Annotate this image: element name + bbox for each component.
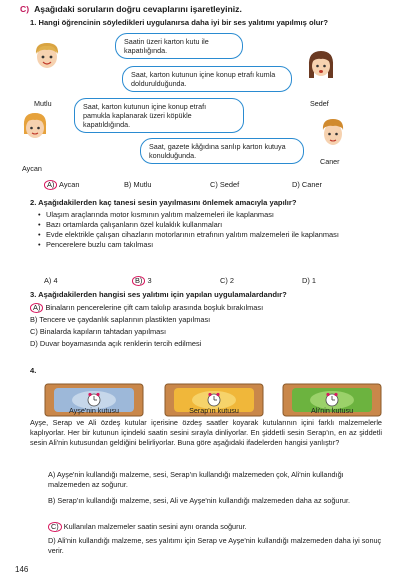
q4-option-c-text: Kullanılan malzemeler saatin sesini aynı oranda soğurur.	[63, 522, 247, 531]
q2-option-d-letter: D)	[302, 276, 310, 285]
q3-option-d-text: Duvar boyamasında açık renklerin tercih edilmesi	[39, 339, 202, 348]
q4-option-d-letter: D)	[48, 536, 56, 545]
q1-option-b[interactable]	[124, 180, 152, 190]
bubble-mutlu: Saatin üzeri karton kutu ile kapatılığında.	[115, 33, 243, 59]
section-heading	[20, 4, 242, 15]
q1-option-a[interactable]	[44, 180, 79, 190]
mutlu-avatar	[32, 40, 62, 74]
sedef-avatar	[306, 48, 336, 82]
q1-option-b-letter: B)	[124, 180, 132, 189]
q4-option-d-text: Ali'nin kullandığı malzeme, ses yalıtımı için Serap ve Ayşe'nin kullandığı malzemeden daha iyi sonuç verir.	[48, 536, 382, 555]
q1-option-c-text: Sedef	[219, 180, 240, 189]
q2-bullet-1: • Ulaşım araçlarında motor kısmının yalıtım malzemeleri ile kaplanması	[38, 210, 383, 220]
bubble-caner: Saat, gazete kâğıdına sarılıp karton kutuya konulduğunda.	[140, 138, 304, 164]
q2-option-a-letter: A)	[44, 276, 52, 285]
q3-option-a[interactable]	[30, 303, 263, 313]
q1-option-d-letter: D)	[292, 180, 300, 189]
bubble-aycan: Saat, karton kutunun içine konup etrafı pamukla kaplanarak üzeri köpükle kapatıldığında.	[74, 98, 244, 133]
q2-option-c-letter: C)	[220, 276, 228, 285]
q4-option-b-text: Serap'ın kullandığı malzeme, sesi, Ali ve Ayşe'nin kullandığı malzemeden daha az soğurur.	[57, 496, 350, 505]
q1-option-d-text: Caner	[301, 180, 323, 189]
question-4-paragraph: Ayşe, Serap ve Ali özdeş kutular içerisine özdeş saatler koyarak kutularının içini farklı malzemelerle kaplıyorlar. Her bir kutunun içindeki saatin sesini sırayla dinliyorlar. En şiddetli sesin Serap'ın, en az şiddetli sesin Ali'nin kutusundan geldiğini belirliyorlar. Buna göre aşağıdaki ifadelerden hangisi yanlıştır?	[30, 418, 382, 447]
question-1-number: 1.	[30, 18, 37, 27]
q2-bullet-3: • Evde elektrikle çalışan cihazların motorlarının etrafının yalıtım malzemeleri ile kaplanması	[38, 230, 383, 240]
q4-option-a[interactable]	[48, 470, 384, 490]
q3-option-c-text: Binalarda kapıların tahtadan yapılması	[39, 327, 167, 336]
question-1-text: Hangi öğrencinin söyledikleri uygulanırsa daha iyi bir ses yalıtımı yapılmış olur?	[38, 18, 328, 27]
section-title: Aşağıdaki soruların doğru cevaplarını işaretleyiniz.	[34, 4, 242, 14]
name-caner: Caner	[320, 157, 340, 166]
question-2	[30, 198, 297, 208]
q2-option-a[interactable]	[44, 276, 58, 286]
q2-option-d[interactable]	[302, 276, 316, 286]
aycan-avatar	[20, 110, 50, 144]
q2-bullet-4: • Pencerelere buzlu cam takılması	[38, 240, 383, 250]
question-4-number: 4.	[30, 366, 37, 375]
name-sedef: Sedef	[310, 99, 329, 108]
bubble-sedef: Saat, karton kutunun içine konup etrafı kumla doldurulduğunda.	[122, 66, 292, 92]
q1-option-d[interactable]	[292, 180, 322, 190]
caption-ayse: Ayşe'nin kutusu	[69, 406, 119, 415]
name-mutlu: Mutlu	[34, 99, 52, 108]
q4-option-a-letter: A)	[48, 470, 56, 479]
q2-option-b[interactable]	[132, 276, 152, 286]
q2-option-d-text: 1	[311, 276, 316, 285]
question-1	[30, 18, 328, 28]
q2-option-b-letter: B)	[132, 276, 145, 286]
question-3-text: Aşağıdakilerden hangisi ses yalıtımı için yapılan uygulamalardandır?	[38, 290, 287, 299]
q4-option-c-letter: C)	[48, 522, 62, 532]
caner-avatar	[318, 116, 348, 150]
question-3-number: 3.	[30, 290, 37, 299]
q4-option-c[interactable]	[48, 522, 384, 532]
question-3	[30, 290, 287, 300]
question-2-text: Aşağıdakilerden kaç tanesi sesin yayılmasını önlemek amacıyla yapılır?	[38, 198, 297, 207]
q3-option-d[interactable]	[30, 339, 201, 349]
q3-option-c-letter: C)	[30, 327, 38, 336]
q2-option-b-text: 3	[147, 276, 152, 285]
name-aycan: Aycan	[22, 164, 42, 173]
q3-option-d-letter: D)	[30, 339, 38, 348]
q3-option-b[interactable]	[30, 315, 210, 325]
caption-serap: Serap'ın kutusu	[189, 406, 239, 415]
q4-option-a-text: Ayşe'nin kullandığı malzeme, sesi, Serap'ın kullandığı malzemeden çok, Ali'nin kullandığı malzemeden az soğurur.	[48, 470, 344, 489]
q1-option-a-text: Aycan	[59, 180, 80, 189]
q3-option-a-text: Binaların pencerelerine çift cam takılıp arasında boşluk bırakılması	[45, 303, 264, 312]
q1-option-c-letter: C)	[210, 180, 218, 189]
question-2-number: 2.	[30, 198, 37, 207]
q2-option-c[interactable]	[220, 276, 234, 286]
q3-option-b-text: Tencere ve çaydanlık saplarının plastikten yapılması	[39, 315, 211, 324]
q4-option-b[interactable]	[48, 496, 384, 506]
q2-option-c-text: 2	[229, 276, 234, 285]
q2-option-a-text: 4	[53, 276, 58, 285]
question-2-bullets	[38, 210, 383, 250]
q4-option-d[interactable]	[48, 536, 384, 556]
page-number: 146	[15, 565, 29, 574]
q2-bullet-2: • Bazı ortamlarda çalışanların özel kulaklık kullanmaları	[38, 220, 383, 230]
q1-option-a-letter: A)	[44, 180, 57, 190]
caption-ali: Ali'nin kutusu	[310, 406, 354, 415]
q4-option-b-letter: B)	[48, 496, 56, 505]
q1-option-c[interactable]	[210, 180, 239, 190]
q3-option-c[interactable]	[30, 327, 166, 337]
q3-option-a-letter: A)	[30, 303, 43, 313]
q1-option-b-text: Mutlu	[133, 180, 152, 189]
q3-option-b-letter: B)	[30, 315, 38, 324]
section-letter: C)	[20, 4, 30, 14]
